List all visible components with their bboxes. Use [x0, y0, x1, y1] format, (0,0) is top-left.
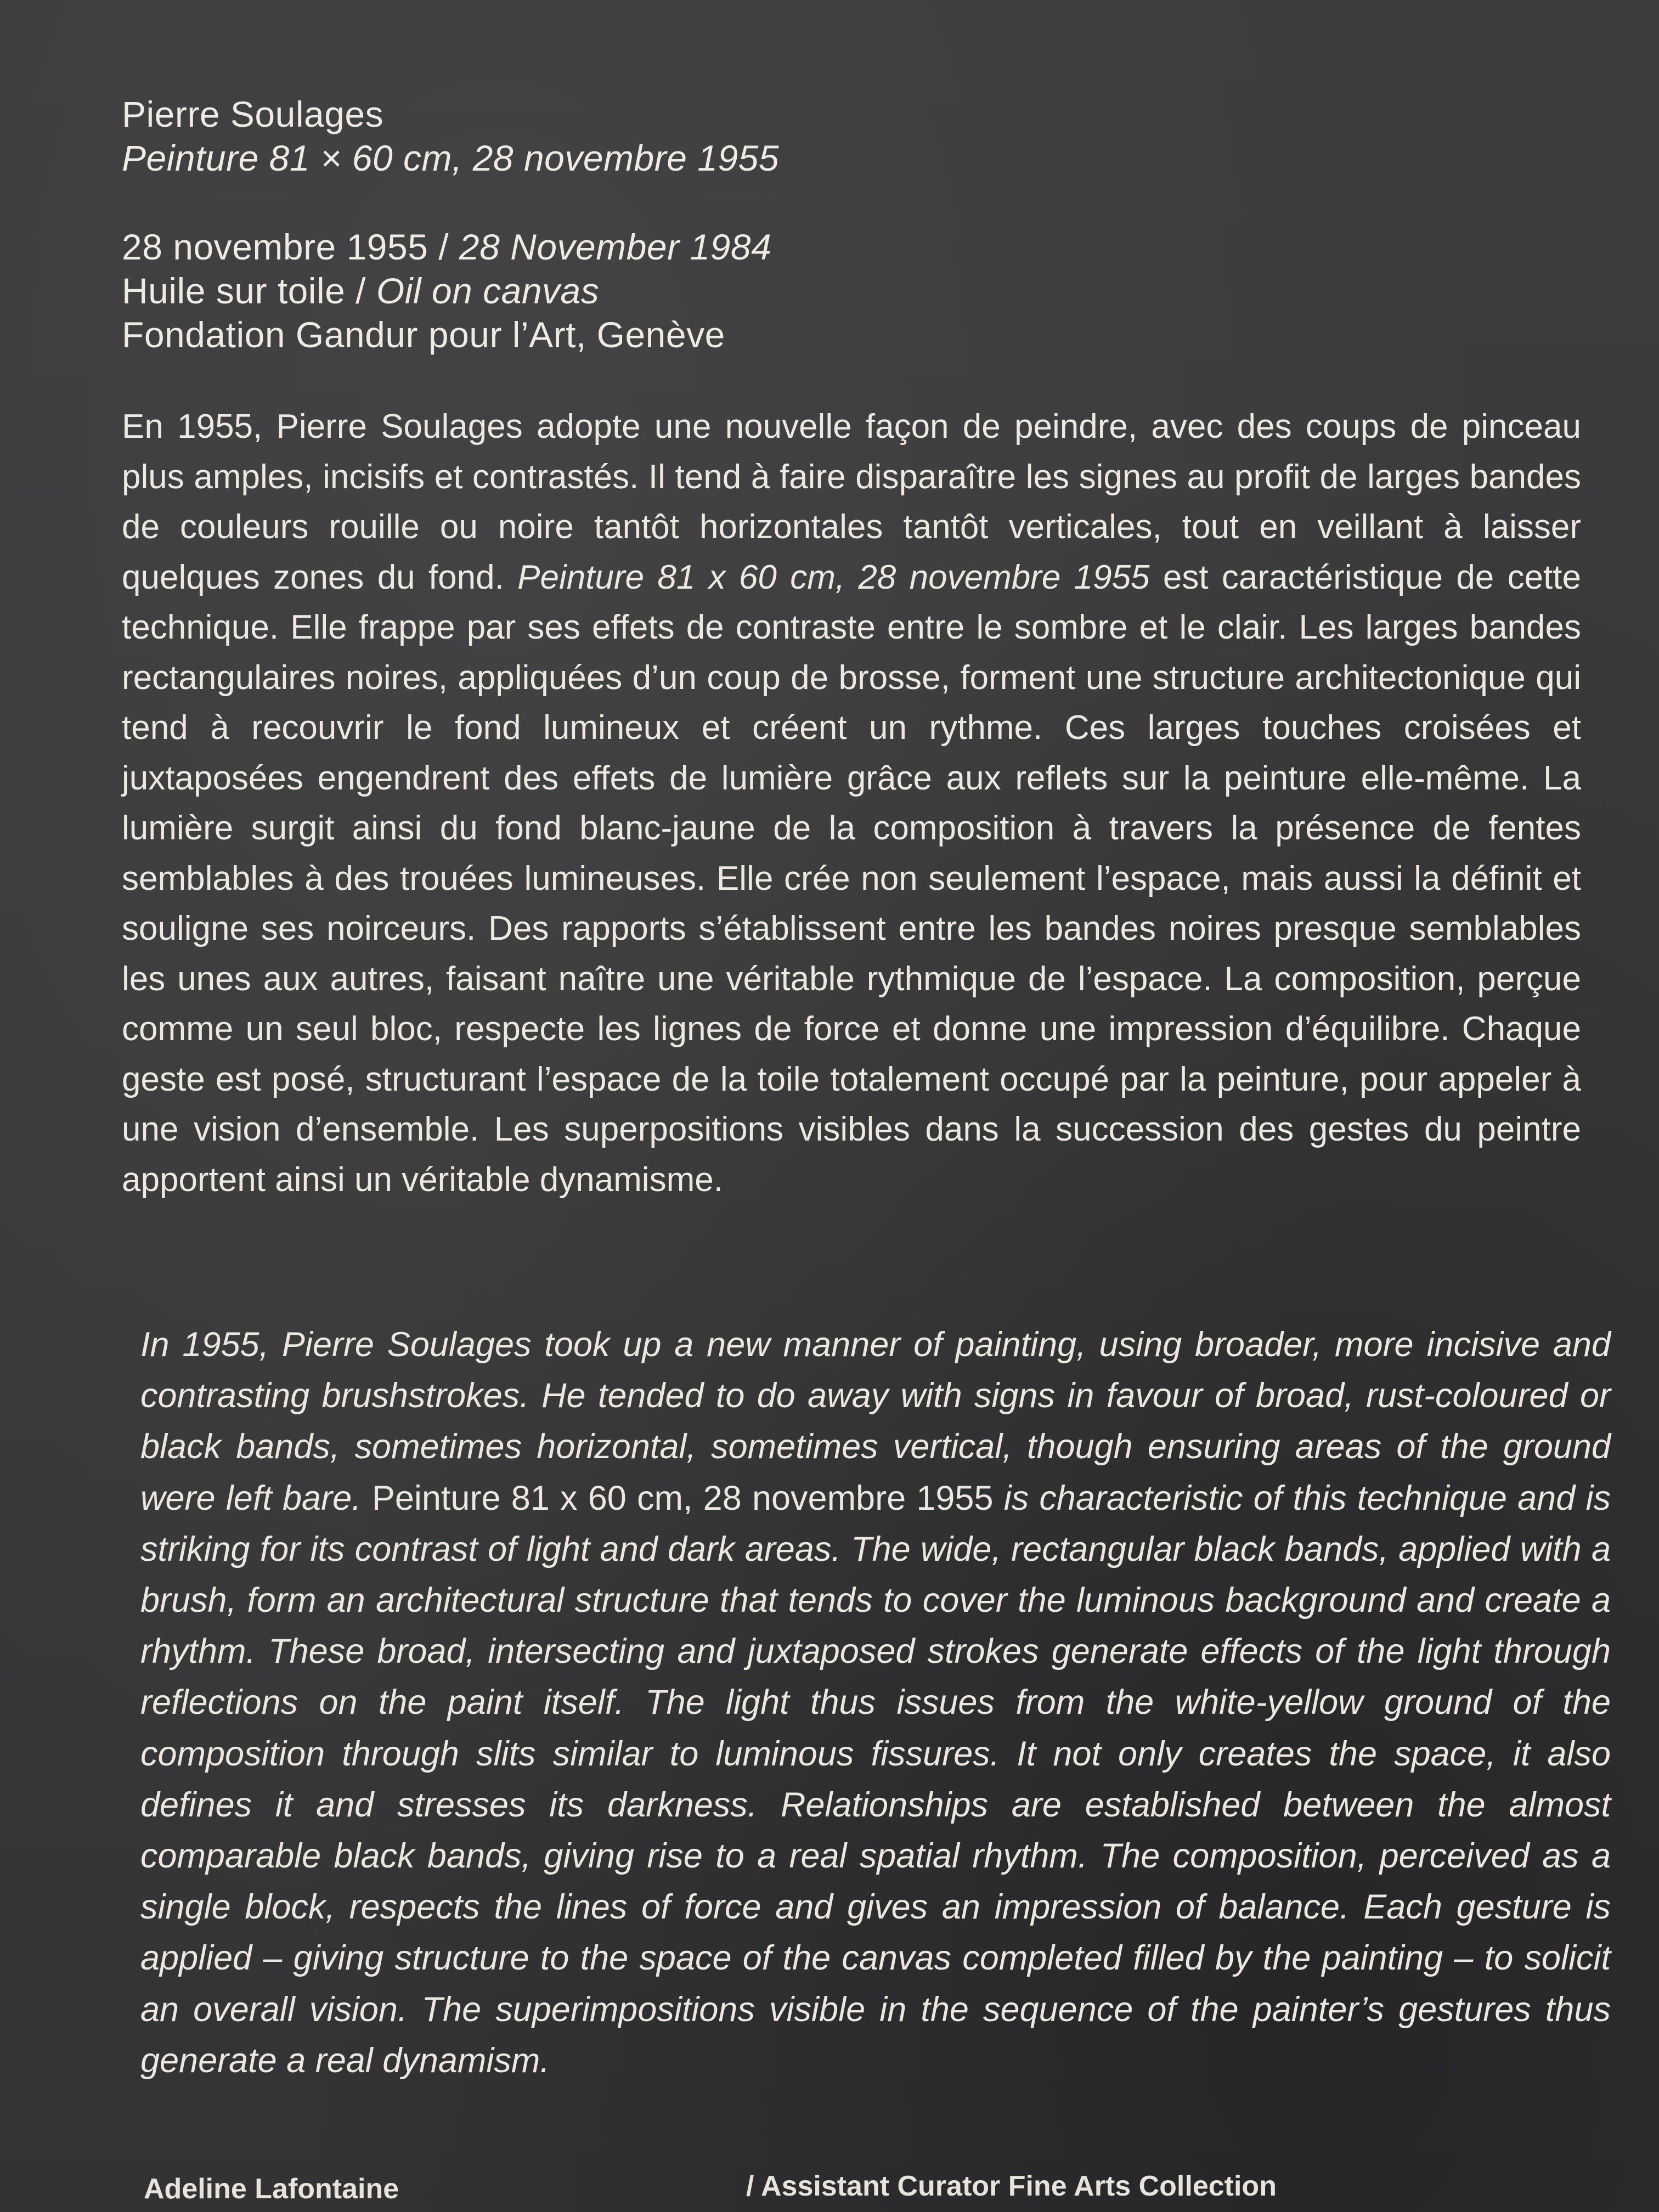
description-french [122, 402, 1581, 1205]
description-english-title-ref: Peinture 81 x 60 cm, 28 novembre 1955 [371, 1479, 994, 1517]
description-french-part2: est caractéristique de cette technique. Elle frappe par ses effets de contraste entre le sombre et le clair. Les larges bandes rectangulaires noires, appliquées d’un coup de brosse, forment une structure architectonique qui tend à recouvrir le fond lumineux et créent un rythme. Ces larges touches croisées et juxtaposées engendrent des effets de lumière grâce aux reflets sur la peinture elle-même. La lumière surgit ainsi du fond blanc-jaune de la composition à travers la présence de fentes semblables à des trouées lumineuses. Elle crée non seulement l’espace, mais aussi la définit et souligne ses noirceurs. Des rapports s’établissent entre les bandes noires presque semblables les unes aux autres, faisant naître une véritable rythmique de l’espace. La composition, perçue comme un seul bloc, respecte les lignes de force et donne une impression d’équilibre. Chaque geste est posé, structurant l’espace de la toile totalement occupé par la peinture, pour appeler à une vision d’ensemble. Les superpositions visibles dans la succession des gestes du peintre apportent ainsi un véritable dynamisme. [122, 558, 1581, 1199]
description-french-title-ref: Peinture 81 x 60 cm, 28 novembre 1955 [517, 558, 1150, 596]
description-english [140, 1319, 1611, 2086]
artwork-title: Peinture 81 × 60 cm, 28 novembre 1955 [122, 138, 780, 178]
credit-name: Adeline Lafontaine [144, 2173, 399, 2205]
artwork-dates [122, 225, 1603, 269]
date-en: 28 November 1984 [459, 227, 772, 267]
artist-name: Pierre Soulages [122, 94, 384, 134]
date-fr: 28 novembre 1955 / [122, 227, 459, 267]
description-french-part1: En 1955, Pierre Soulages adopte une nouvelle façon de peindre, avec des coups de pinceau plus amples, incisifs et contrastés. Il tend à faire disparaître les signes au profit de larges bandes de couleurs rouille ou noire tantôt horizontales tantôt verticales, tout en veillant à laisser quelques zones du fond. [122, 408, 1581, 596]
description-english-part1: In 1955, Pierre Soulages took up a new manner of painting, using broader, more incisive and contrasting brushstrokes. He tended to do away with signs in favour of broad, rust-coloured or black bands, sometimes horizontal, sometimes vertical, though ensuring areas of the ground were left bare. [140, 1325, 1611, 1517]
wall-label [122, 92, 1603, 1205]
credit-role: / Assistant Curator Fine Arts Collection [746, 2170, 1277, 2202]
artwork-medium [122, 269, 1603, 313]
description-english-part2: is characteristic of this technique and is striking for its contrast of light and dark areas. The wide, rectangular black bands, applied with a brush, form an architectural structure that tends to cover the luminous background and create a rhythm. These broad, intersecting and juxtaposed strokes generate effects of the light through reflections on the paint itself. The light thus issues from the white-yellow ground of the composition through slits similar to luminous fissures. It not only creates the space, it also defines it and stresses its darkness. Relationships are established between the almost comparable black bands, giving rise to a real spatial rhythm. The composition, perceived as a single block, respects the lines of force and gives an impression of balance. Each gesture is applied – giving structure to the space of the canvas completed filled by the painting – to solicit an overall vision. The superimpositions visible in the sequence of the painter’s gestures thus generate a real dynamism. [140, 1479, 1611, 2080]
artwork-collection: Fondation Gandur pour l’Art, Genève [122, 314, 725, 355]
medium-en: Oil on canvas [376, 270, 600, 311]
medium-fr: Huile sur toile / [122, 270, 376, 311]
